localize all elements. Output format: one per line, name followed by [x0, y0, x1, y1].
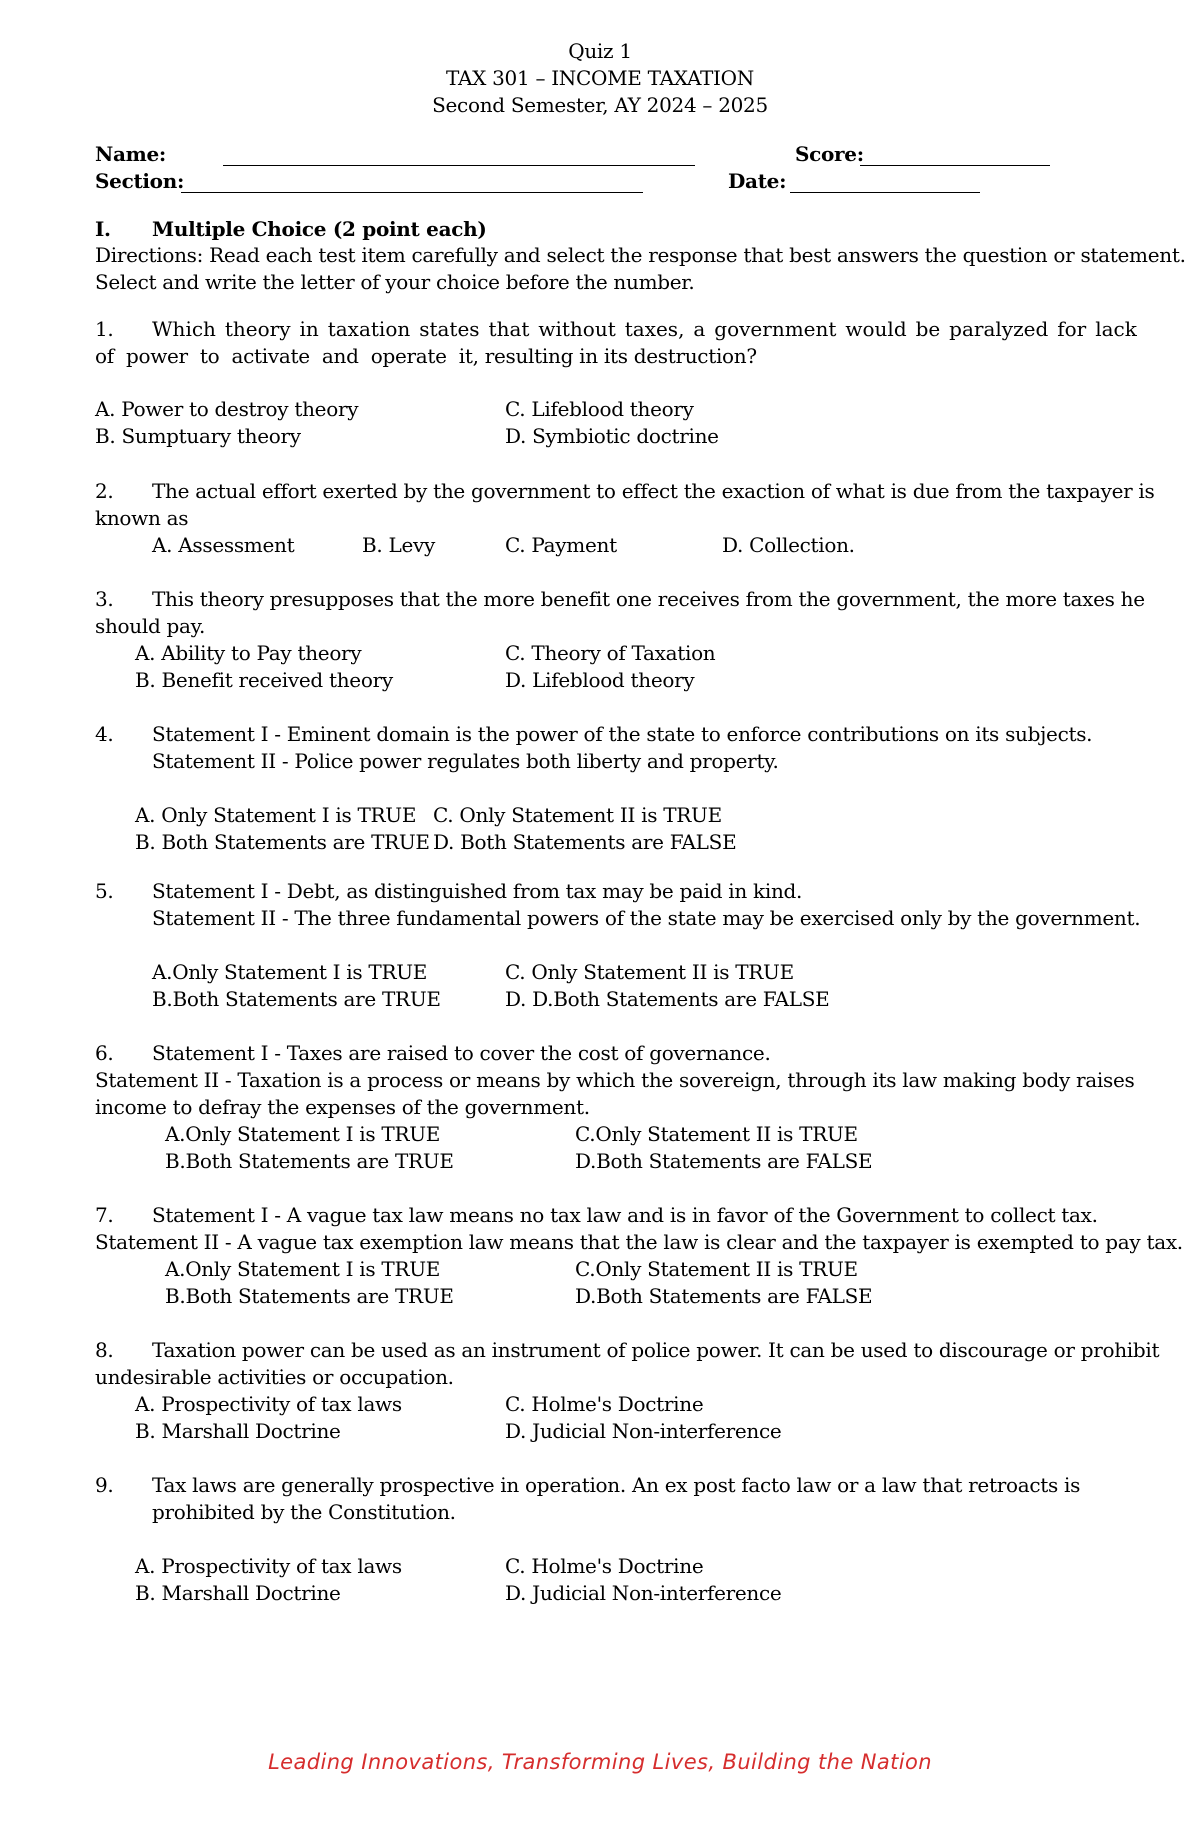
q9-option-d: D. Judicial Non-interference: [505, 1581, 782, 1605]
q1-option-a: A. Power to destroy theory: [95, 397, 359, 421]
score-label: Score:: [795, 142, 864, 166]
q6-number: 6.: [95, 1041, 114, 1065]
q1-word: be: [915, 317, 941, 341]
q1-word: taxes,: [624, 317, 685, 341]
q3-stem-line-2: should pay.: [95, 614, 206, 638]
course-title: TAX 301 – INCOME TAXATION: [446, 66, 754, 90]
q1-word: states: [419, 317, 480, 341]
q2-option-d: D. Collection.: [722, 533, 855, 557]
q7-option-b: B.Both Statements are TRUE: [165, 1284, 454, 1308]
q1-word: that: [488, 317, 530, 341]
q3-number: 3.: [95, 587, 114, 611]
score-blank[interactable]: [860, 165, 1050, 166]
q1-word: lack: [1095, 317, 1137, 341]
q1-word: for: [1057, 317, 1087, 341]
q3-option-c: C. Theory of Taxation: [505, 641, 716, 665]
q9-stem-line-1: Tax laws are generally prospective in operation. An ex post facto law or a law that retroacts is: [152, 1473, 1081, 1497]
section-title: Multiple Choice (2 point each): [152, 217, 487, 241]
q6-option-d: D.Both Statements are FALSE: [575, 1149, 873, 1173]
q2-stem-line-1: The actual effort exerted by the government to effect the exaction of what is due from the taxpayer is: [152, 479, 1155, 503]
q2-number: 2.: [95, 479, 114, 503]
q8-stem-line-1: Taxation power can be used as an instrument of police power. It can be used to discourage or prohibit: [152, 1338, 1160, 1362]
date-blank[interactable]: [790, 192, 980, 193]
q1-word: in: [299, 317, 319, 341]
q6-statement-1: Statement I - Taxes are raised to cover the cost of governance.: [152, 1041, 771, 1065]
section-numeral: I.: [95, 217, 111, 241]
q5-statement-1: Statement I - Debt, as distinguished from tax may be paid in kind.: [152, 879, 803, 903]
q4-statement-1: Statement I - Eminent domain is the power of the state to enforce contributions on its subjects.: [152, 722, 1093, 746]
quiz-title: Quiz 1: [568, 39, 632, 63]
q8-option-c: C. Holme's Doctrine: [505, 1392, 704, 1416]
q9-option-c: C. Holme's Doctrine: [505, 1554, 704, 1578]
q1-word: a: [693, 317, 706, 341]
q1-option-c: C. Lifeblood theory: [505, 397, 694, 421]
q1-option-d: D. Symbiotic doctrine: [505, 424, 719, 448]
q7-statement-2: Statement II - A vague tax exemption law means that the law is clear and the taxpayer is exempted to pay tax.: [95, 1230, 1183, 1254]
q1-word: would: [845, 317, 907, 341]
q4-option-d: D. Both Statements are FALSE: [433, 830, 737, 854]
q5-option-c: C. Only Statement II is TRUE: [505, 960, 794, 984]
q7-number: 7.: [95, 1203, 114, 1227]
q3-stem-line-1: This theory presupposes that the more benefit one receives from the government, the more taxes he: [152, 587, 1145, 611]
q7-option-c: C.Only Statement II is TRUE: [575, 1257, 858, 1281]
date-label: Date:: [728, 169, 787, 193]
q2-option-c: C. Payment: [505, 533, 617, 557]
q3-option-d: D. Lifeblood theory: [505, 668, 695, 692]
q4-option-c: C. Only Statement II is TRUE: [433, 803, 722, 827]
q1-word: government: [714, 317, 837, 341]
q3-option-a: A. Ability to Pay theory: [135, 641, 362, 665]
q9-option-a: A. Prospectivity of tax laws: [135, 1554, 402, 1578]
q4-number: 4.: [95, 722, 114, 746]
q2-option-b: B. Levy: [362, 533, 436, 557]
q5-number: 5.: [95, 879, 114, 903]
q6-statement-2-line-1: Statement II - Taxation is a process or means by which the sovereign, through its law making body raises: [95, 1068, 1135, 1092]
q1-word: Which: [152, 317, 216, 341]
q5-option-a: A.Only Statement I is TRUE: [152, 960, 428, 984]
q9-stem-line-2: prohibited by the Constitution.: [152, 1500, 456, 1524]
q7-option-a: A.Only Statement I is TRUE: [165, 1257, 441, 1281]
q6-option-c: C.Only Statement II is TRUE: [575, 1122, 858, 1146]
name-blank[interactable]: [223, 165, 695, 166]
q1-number: 1.: [95, 317, 114, 341]
section-blank[interactable]: [181, 192, 643, 193]
q6-statement-2-line-2: income to defray the expenses of the government.: [95, 1095, 590, 1119]
directions-line-2: Select and write the letter of your choice before the number.: [95, 270, 695, 294]
q8-stem-line-2: undesirable activities or occupation.: [95, 1365, 454, 1389]
q5-option-d: D. D.Both Statements are FALSE: [505, 987, 830, 1011]
q1-word: paralyzed: [949, 317, 1049, 341]
semester-line: Second Semester, AY 2024 – 2025: [432, 93, 768, 117]
q4-statement-2: Statement II - Police power regulates both liberty and property.: [152, 749, 779, 773]
q6-option-a: A.Only Statement I is TRUE: [165, 1122, 441, 1146]
q1-stem-line-1: [152, 316, 1137, 343]
q8-option-a: A. Prospectivity of tax laws: [135, 1392, 402, 1416]
section-label: Section:: [95, 169, 185, 193]
q1-word: theory: [224, 317, 291, 341]
q2-option-a: A. Assessment: [152, 533, 295, 557]
q6-option-b: B.Both Statements are TRUE: [165, 1149, 454, 1173]
footer-tagline: Leading Innovations, Transforming Lives, Building the Nation: [268, 1750, 932, 1774]
q5-statement-2: Statement II - The three fundamental powers of the state may be exercised only by the government.: [152, 906, 1141, 930]
q1-word: without: [538, 317, 616, 341]
q1-stem-line-2: of power to activate and operate it, resulting in its destruction?: [95, 344, 757, 368]
q2-stem-line-2: known as: [95, 506, 189, 530]
q8-option-b: B. Marshall Doctrine: [135, 1419, 341, 1443]
q9-number: 9.: [95, 1473, 114, 1497]
q4-option-b: B. Both Statements are TRUE: [135, 830, 430, 854]
q8-number: 8.: [95, 1338, 114, 1362]
directions-line-1: Directions: Read each test item carefully and select the response that best answers the question or statement.: [95, 243, 1186, 267]
q9-option-b: B. Marshall Doctrine: [135, 1581, 341, 1605]
q4-option-a: A. Only Statement I is TRUE: [135, 803, 417, 827]
q5-option-b: B.Both Statements are TRUE: [152, 987, 441, 1011]
q1-word: taxation: [327, 317, 411, 341]
q7-statement-1: Statement I - A vague tax law means no tax law and is in favor of the Government to collect tax.: [152, 1203, 1098, 1227]
q1-option-b: B. Sumptuary theory: [95, 424, 301, 448]
q3-option-b: B. Benefit received theory: [135, 668, 393, 692]
name-label: Name:: [95, 142, 167, 166]
q7-option-d: D.Both Statements are FALSE: [575, 1284, 873, 1308]
q8-option-d: D. Judicial Non-interference: [505, 1419, 782, 1443]
